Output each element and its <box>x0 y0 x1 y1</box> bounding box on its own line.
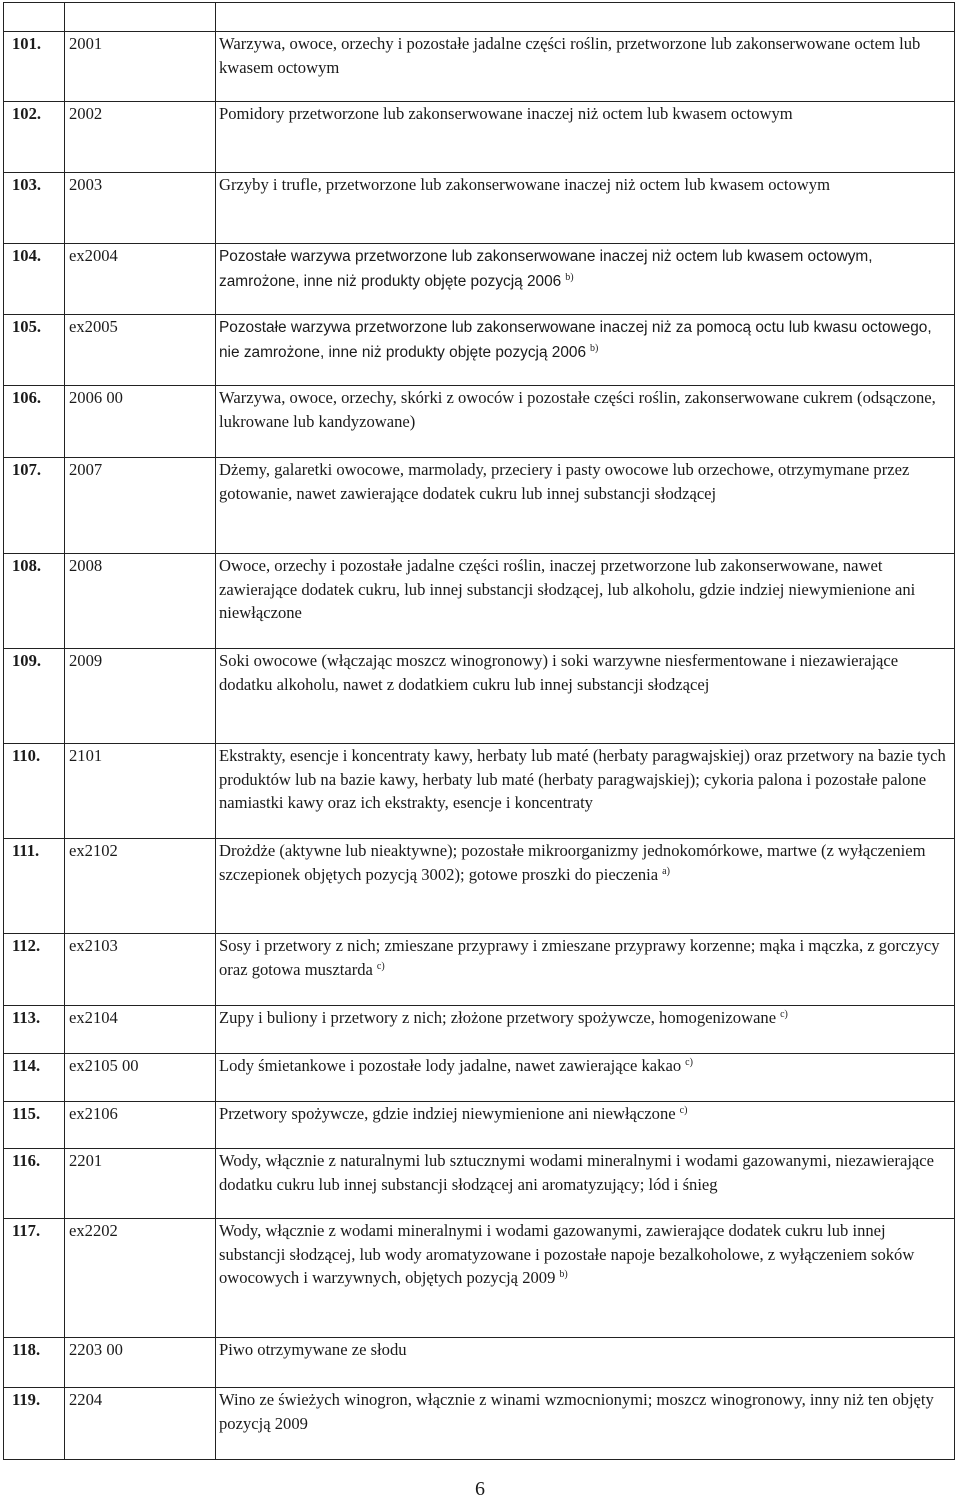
row-number-cell <box>4 315 65 386</box>
cn-code-cell <box>65 744 216 839</box>
cn-code: ex2103 <box>69 936 118 955</box>
cn-code-cell <box>65 1054 216 1102</box>
cn-code: 2001 <box>69 34 103 53</box>
header-cell-num <box>4 3 65 32</box>
page-number: 6 <box>475 1478 485 1500</box>
tariff-table <box>3 2 955 1460</box>
cn-code: 2006 00 <box>69 388 123 407</box>
row-number-cell <box>4 244 65 315</box>
row-number-cell <box>4 458 65 554</box>
row-number-cell <box>4 649 65 744</box>
cn-code: 2009 <box>69 651 103 670</box>
description-cell <box>216 1006 955 1054</box>
row-number: 115. <box>12 1104 41 1123</box>
cn-code: 2101 <box>69 746 103 765</box>
table-row <box>4 744 955 839</box>
product-description: Owoce, orzechy i pozostałe jadalne części roślin, inaczej przetworzone lub zakonserwowane, nawet zawierające dodatek cukru, lub innej substancji słodzącej, lub alkoholu, gdzie indziej niewymienione ani niewłączone <box>219 556 916 622</box>
row-number-cell <box>4 1388 65 1460</box>
table-row <box>4 1338 955 1388</box>
cn-code: 2003 <box>69 175 103 194</box>
cn-code-cell <box>65 173 216 244</box>
footnote-marker: b) <box>559 1269 568 1280</box>
product-description: Dżemy, galaretki owocowe, marmolady, przeciery i pasty owocowe lub orzechowe, otrzymymane przez gotowanie, nawet zawierające dodatek cukru lub innej substancji słodzącej <box>219 460 910 503</box>
cn-code-cell <box>65 934 216 1006</box>
description-cell <box>216 1054 955 1102</box>
table-row <box>4 173 955 244</box>
row-number: 119. <box>12 1390 41 1409</box>
row-number-cell <box>4 1006 65 1054</box>
row-number-cell <box>4 32 65 102</box>
description-cell <box>216 102 955 173</box>
description-cell <box>216 386 955 458</box>
product-description: Ekstrakty, esencje i koncentraty kawy, herbaty lub maté (herbaty paragwajskiej) oraz przetwory na bazie tych produktów lub na bazie kawy, herbaty lub maté (herbaty paragwajskiej); cykoria palona i pozostałe palone namiastki kawy oraz ich ekstrakty, esencje i koncentraty <box>219 746 946 812</box>
description-cell <box>216 649 955 744</box>
footnote-marker: c) <box>376 960 385 972</box>
cn-code: ex2202 <box>69 1221 118 1240</box>
description-cell <box>216 839 955 934</box>
product-description: Pozostałe warzywa przetworzone lub zakonserwowane inaczej niż za pomocą octu lub kwasu octowego, nie zamrożone, inne niż produkty objęte pozycją 2006 <box>219 319 932 361</box>
cn-code-cell <box>65 1338 216 1388</box>
cn-code: ex2102 <box>69 841 118 860</box>
product-description: Zupy i buliony i przetwory z nich; złożone przetwory spożywcze, homogenizowane <box>219 1008 777 1027</box>
cn-code: ex2106 <box>69 1104 118 1123</box>
row-number-cell <box>4 1149 65 1219</box>
row-number-cell <box>4 1102 65 1149</box>
description-cell <box>216 1388 955 1460</box>
row-number: 106. <box>12 388 42 407</box>
cn-code: 2008 <box>69 556 103 575</box>
product-description: Warzywa, owoce, orzechy, skórki z owoców i pozostałe części roślin, zakonserwowane cukrem (odsączone, lukrowane lub kandyzowane) <box>219 388 936 431</box>
cn-code-cell <box>65 102 216 173</box>
table-row <box>4 934 955 1006</box>
table-row <box>4 458 955 554</box>
cn-code: ex2005 <box>69 317 118 336</box>
product-description: Przetwory spożywcze, gdzie indziej niewymienione ani niewłączone <box>219 1104 676 1123</box>
table-row <box>4 839 955 934</box>
row-number-cell <box>4 1054 65 1102</box>
cn-code: 2203 00 <box>69 1340 123 1359</box>
cn-code: 2201 <box>69 1151 103 1170</box>
description-cell <box>216 934 955 1006</box>
cn-code: 2007 <box>69 460 103 479</box>
description-cell <box>216 1219 955 1338</box>
description-cell <box>216 32 955 102</box>
cn-code-cell <box>65 244 216 315</box>
cn-code-cell <box>65 1006 216 1054</box>
table-row <box>4 102 955 173</box>
product-description: Wody, włącznie z wodami mineralnymi i wodami gazowanymi, zawierające dodatek cukru lub innej substancji słodzącej, lub wody aromatyzowane i pozostałe napoje bezalkoholowe, z wyłączeniem soków owocowych i warzywnych, objętych pozycją 2009 <box>219 1221 915 1287</box>
table-row <box>4 1102 955 1149</box>
product-description: Drożdże (aktywne lub nieaktywne); pozostałe mikroorganizmy jednokomórkowe, martwe (z wyłączeniem szczepionek objętych pozycją 3002); gotowe proszki do pieczenia <box>219 841 926 884</box>
cn-code-cell <box>65 554 216 649</box>
row-number: 113. <box>12 1008 41 1027</box>
product-description: Sosy i przetwory z nich; zmieszane przyprawy i zmieszane przyprawy korzenne; mąka i mączka, z gorczycy oraz gotowa musztarda <box>219 936 940 979</box>
footnote-marker: c) <box>780 1009 788 1020</box>
footnote-marker: b) <box>565 271 574 283</box>
row-number: 110. <box>12 746 41 765</box>
description-cell <box>216 554 955 649</box>
cn-code: 2002 <box>69 104 103 123</box>
product-description: Pozostałe warzywa przetworzone lub zakonserwowane inaczej niż octem lub kwasem octowym, zamrożone, inne niż produkty objęte pozycją 2006 <box>219 248 873 290</box>
cn-code: ex2104 <box>69 1008 118 1027</box>
description-cell <box>216 1149 955 1219</box>
row-number-cell <box>4 1338 65 1388</box>
table-row <box>4 554 955 649</box>
table-row <box>4 649 955 744</box>
product-description: Grzyby i trufle, przetworzone lub zakonserwowane inaczej niż octem lub kwasem octowym <box>219 175 830 194</box>
cn-code: ex2004 <box>69 246 118 265</box>
cn-code-cell <box>65 315 216 386</box>
row-number: 112. <box>12 936 41 955</box>
table-row <box>4 32 955 102</box>
row-number-cell <box>4 386 65 458</box>
cn-code-cell <box>65 1102 216 1149</box>
row-number: 102. <box>12 104 42 123</box>
cn-code-cell <box>65 1219 216 1338</box>
row-number-cell <box>4 102 65 173</box>
product-description: Wody, włącznie z naturalnymi lub sztucznymi wodami mineralnymi i wodami gazowanymi, niezawierające dodatku cukru lub innej substancji słodzącej ani aromatyzujący; lód i śnieg <box>219 1151 935 1194</box>
header-cell-desc <box>216 3 955 32</box>
row-number: 109. <box>12 651 42 670</box>
header-cell-code <box>65 3 216 32</box>
cn-code-cell <box>65 386 216 458</box>
product-description: Warzywa, owoce, orzechy i pozostałe jadalne części roślin, przetworzone lub zakonserwowane octem lub kwasem octowym <box>219 34 921 77</box>
row-number: 108. <box>12 556 42 575</box>
description-cell <box>216 315 955 386</box>
row-number-cell <box>4 744 65 839</box>
row-number-cell <box>4 934 65 1006</box>
table-row <box>4 1388 955 1460</box>
description-cell <box>216 744 955 839</box>
description-cell <box>216 244 955 315</box>
footnote-marker: a) <box>662 865 670 877</box>
table-row <box>4 244 955 315</box>
cn-code-cell <box>65 1388 216 1460</box>
product-description: Wino ze świeżych winogron, włącznie z winami wzmocnionymi; moszcz winogronowy, inny niż ten objęty pozycją 2009 <box>219 1390 934 1433</box>
table-row <box>4 1054 955 1102</box>
table-row <box>4 386 955 458</box>
table-row <box>4 1149 955 1219</box>
footnote-marker: b) <box>590 342 599 354</box>
product-description: Soki owocowe (włączając moszcz winogronowy) i soki warzywne niesfermentowane i niezawierające dodatku alkoholu, nawet z dodatkiem cukru lub innej substancji słodzącej <box>219 651 899 694</box>
row-number-cell <box>4 839 65 934</box>
cn-code-cell <box>65 458 216 554</box>
row-number: 116. <box>12 1151 41 1170</box>
row-number-cell <box>4 1219 65 1338</box>
row-number: 104. <box>12 246 42 265</box>
row-number-cell <box>4 554 65 649</box>
cn-code-cell <box>65 839 216 934</box>
description-cell <box>216 1338 955 1388</box>
row-number: 114. <box>12 1056 41 1075</box>
table-row <box>4 1006 955 1054</box>
row-number: 107. <box>12 460 42 479</box>
description-cell <box>216 1102 955 1149</box>
table-row <box>4 315 955 386</box>
row-number: 101. <box>12 34 42 53</box>
footnote-marker: c) <box>685 1057 693 1068</box>
cn-code-cell <box>65 1149 216 1219</box>
cn-code: 2204 <box>69 1390 103 1409</box>
footnote-marker: c) <box>679 1105 688 1116</box>
row-number: 105. <box>12 317 42 336</box>
cn-code: ex2105 00 <box>69 1056 139 1075</box>
product-description: Lody śmietankowe i pozostałe lody jadalne, nawet zawierające kakao <box>219 1056 682 1075</box>
table-header-row <box>4 3 955 32</box>
row-number: 111. <box>12 841 40 860</box>
row-number-cell <box>4 173 65 244</box>
row-number: 118. <box>12 1340 41 1359</box>
row-number: 117. <box>12 1221 41 1240</box>
cn-code-cell <box>65 649 216 744</box>
table-row <box>4 1219 955 1338</box>
product-description: Pomidory przetworzone lub zakonserwowane inaczej niż octem lub kwasem octowym <box>219 104 793 123</box>
description-cell <box>216 173 955 244</box>
product-description: Piwo otrzymywane ze słodu <box>219 1340 407 1359</box>
description-cell <box>216 458 955 554</box>
cn-code-cell <box>65 32 216 102</box>
row-number: 103. <box>12 175 42 194</box>
